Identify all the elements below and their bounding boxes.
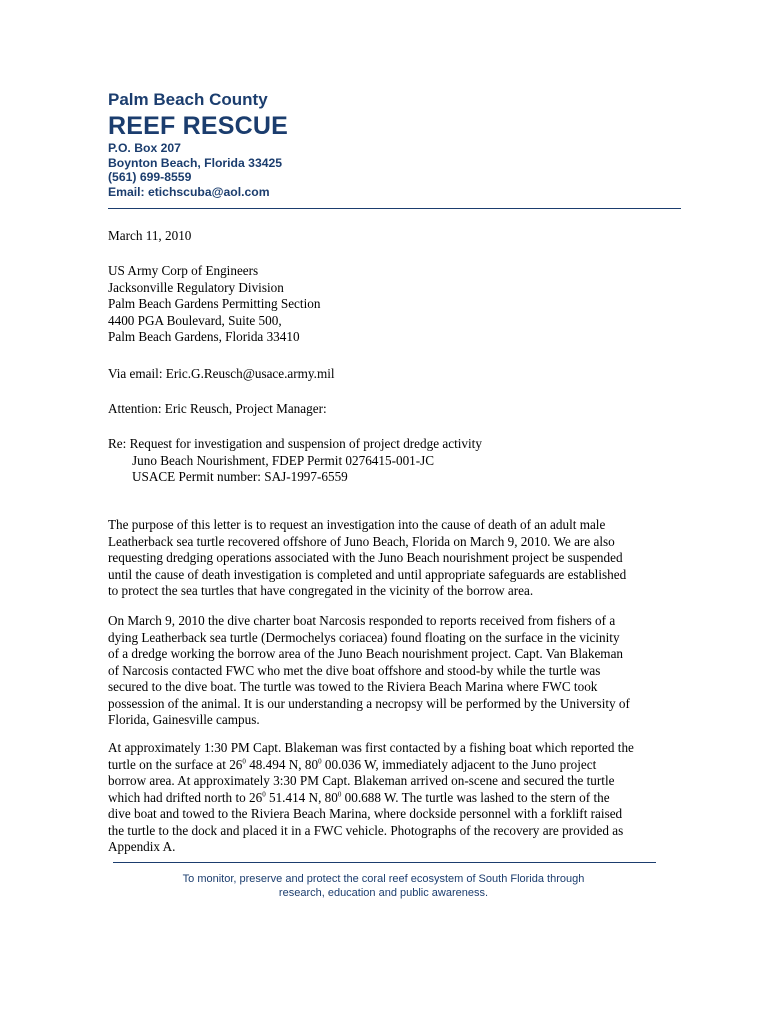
paragraph-line: possession of the animal. It is our understanding a necropsy will be performed by the University of (108, 695, 630, 711)
via-email: Via email: Eric.G.Reusch@usace.army.mil (108, 366, 335, 381)
coordinate-text: 00.036 W, immediately adjacent to the Juno project (321, 756, 597, 772)
letterhead-organization: Palm Beach County (108, 90, 268, 109)
footer-mission (108, 872, 659, 900)
paragraph-line: Florida, Gainesville campus. (108, 712, 260, 727)
paragraph-purpose (108, 517, 663, 600)
paragraph-line: The purpose of this letter is to request an investigation into the cause of death of an adult male (108, 517, 606, 532)
paragraph-incident (108, 613, 663, 729)
letterhead-address (108, 141, 282, 199)
paragraph-line: dive boat and towed to the Riviera Beach Marina, where dockside personnel with a forklift raised (108, 806, 623, 821)
paragraph-line: Leatherback sea turtle recovered offshore of Juno Beach, Florida on March 9, 2010. We are also (108, 533, 615, 549)
coordinate-text: 48.494 N, 80 (245, 756, 319, 772)
coordinate-text: which had drifted north to 26 (108, 789, 263, 805)
recipient-line: 4400 PGA Boulevard, Suite 500, (108, 312, 282, 328)
address-phone: (561) 699-8559 (108, 170, 192, 185)
recipient-line: Jacksonville Regulatory Division (108, 279, 284, 295)
subject-line: Re: Request for investigation and suspension of project dredge activity (108, 436, 482, 451)
paragraph-line (108, 790, 663, 807)
letterhead-title: REEF RESCUE (108, 112, 289, 140)
paragraph-line: until the cause of death investigation is completed and until appropriate safeguards are established (108, 566, 627, 582)
coordinate-text: 00.688 W. The turtle was lashed to the stern of the (341, 789, 610, 805)
coordinate-text: 51.414 N, 80 (265, 789, 338, 805)
coordinate-text: turtle on the surface at 26 (108, 756, 243, 772)
subject-permit-usace: USACE Permit number: SAJ-1997-6559 (132, 469, 348, 484)
address-email: Email: etichscuba@aol.com (108, 184, 270, 199)
recipient-line: Palm Beach Gardens Permitting Section (108, 296, 321, 311)
recipient-line: US Army Corp of Engineers (108, 263, 259, 278)
degree-mark: 0 (318, 757, 322, 766)
address-po-box: P.O. Box 207 (108, 141, 181, 155)
paragraph-line: At approximately 1:30 PM Capt. Blakeman was first contacted by a fishing boat which reported the (108, 740, 634, 755)
attention-line: Attention: Eric Reusch, Project Manager: (108, 401, 327, 416)
degree-mark: 0 (337, 790, 342, 799)
recipient-address (108, 263, 663, 346)
paragraph-line: the turtle to the dock and placed it in a FWC vehicle. Photographs of the recovery are provided as (108, 822, 624, 838)
paragraph-line: borrow area. At approximately 3:30 PM Capt. Blakeman arrived on-scene and secured the turtle (108, 773, 615, 788)
letterhead-divider (108, 208, 681, 209)
letter-date: March 11, 2010 (108, 228, 192, 243)
paragraph-line (108, 757, 663, 774)
paragraph-line: secured to the dive boat. The turtle was towed to the Riviera Beach Marina where FWC took (108, 679, 598, 694)
paragraph-line: of a dredge working the borrow area of the Juno Beach nourishment project. Capt. Van Blakeman (108, 646, 624, 661)
recipient-line: Palm Beach Gardens, Florida 33410 (108, 329, 300, 344)
paragraph-line: dying Leatherback sea turtle (Dermochelys coriacea) found floating on the surface in the vicinity (108, 629, 620, 645)
footer-line: research, education and public awareness. (278, 887, 489, 899)
paragraph-line: On March 9, 2010 the dive charter boat Narcosis responded to reports received from fishers of a (108, 613, 616, 628)
paragraph-line: requesting dredging operations associated with the Juno Beach nourishment project be suspended (108, 550, 623, 565)
footer-line: To monitor, preserve and protect the coral reef ecosystem of South Florida through (182, 873, 585, 885)
paragraph-line: to protect the sea turtles that have congregated in the vicinity of the borrow area. (108, 583, 534, 598)
paragraph-timeline (108, 740, 663, 856)
degree-mark: 0 (262, 790, 266, 799)
paragraph-line: of Narcosis contacted FWC who met the dive boat offshore and stood-by while the turtle was (108, 662, 601, 678)
degree-mark: 0 (242, 757, 246, 766)
subject-block (108, 436, 663, 486)
footer-divider (113, 862, 656, 863)
subject-permit-fdep: Juno Beach Nourishment, FDEP Permit 0276415-001-JC (132, 452, 435, 468)
paragraph-line: Appendix A. (108, 839, 176, 854)
address-city: Boynton Beach, Florida 33425 (108, 155, 283, 170)
